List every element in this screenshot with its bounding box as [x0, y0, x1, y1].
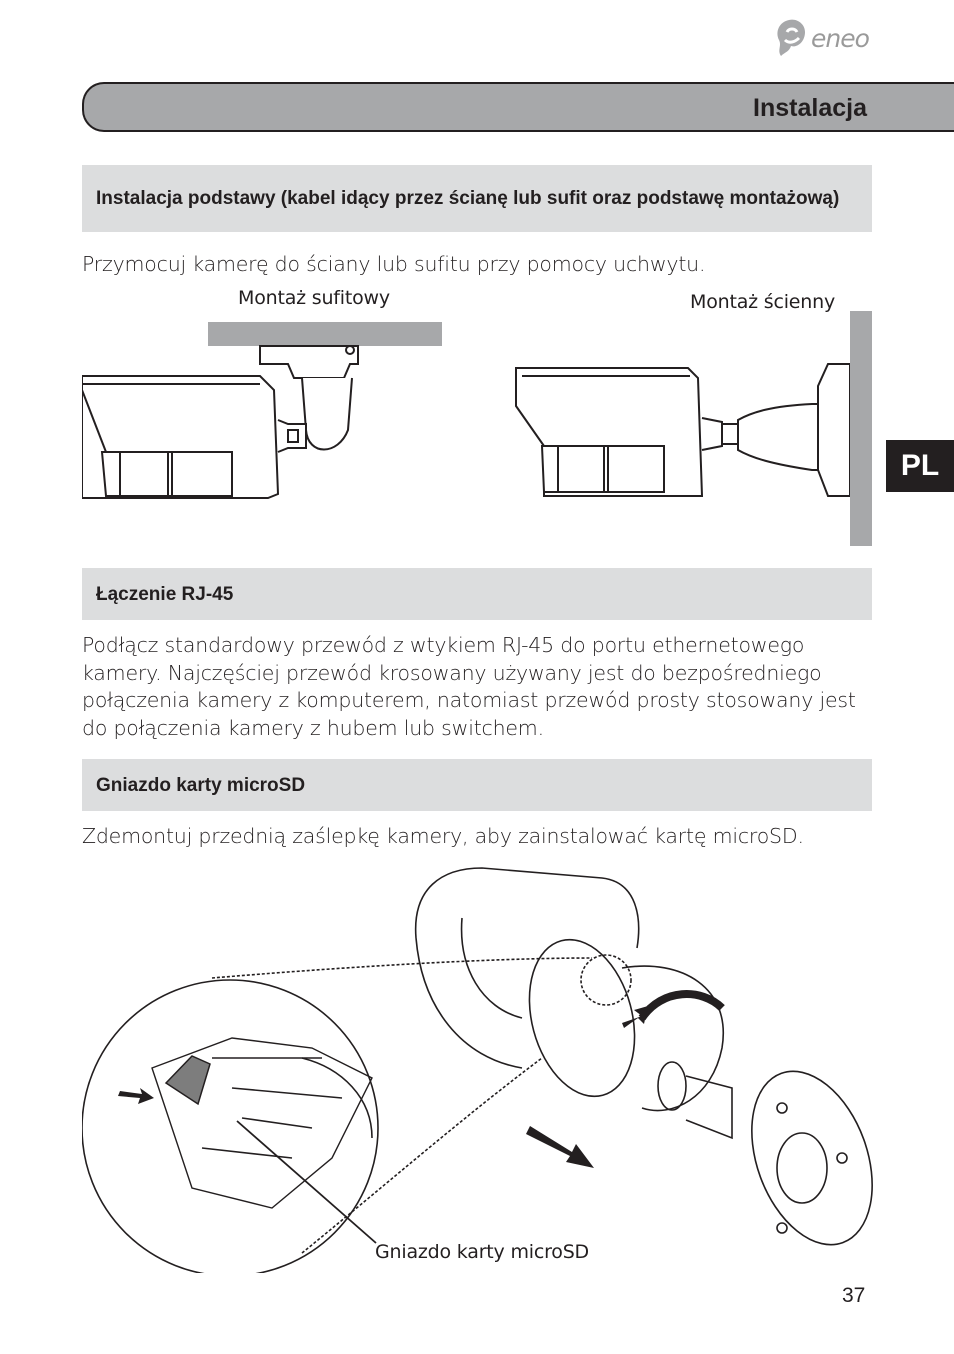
section-heading-base-installation: Instalacja podstawy (kabel idący przez ścianę lub sufit oraz podstawę montażową) [82, 165, 872, 232]
base-installation-text: Przymocuj kamerę do ściany lub sufitu przy pomocy uchwytu. [82, 252, 706, 276]
wall-mount-illustration [512, 350, 857, 510]
logo-text: eneo [811, 24, 869, 53]
section-heading-rj45: Łączenie RJ-45 [82, 568, 872, 620]
brand-logo [775, 18, 885, 58]
chapter-header-bar [82, 82, 954, 132]
wall-mount-caption: Montaż ścienny [690, 291, 836, 313]
microsd-slot-caption: Gniazdo karty microSD [375, 1241, 589, 1263]
ceiling-mount-caption: Montaż sufitowy [238, 287, 390, 309]
chapter-title: Instalacja [753, 94, 867, 122]
section-heading-microsd: Gniazdo karty microSD [82, 759, 872, 811]
language-tab-pl: PL [886, 440, 954, 492]
eneo-logo-icon [775, 18, 809, 58]
microsd-text: Zdemontuj przednią zaślepkę kamery, aby zainstalować kartę microSD. [82, 824, 804, 848]
ceiling-mount-illustration [82, 318, 452, 508]
page-number: 37 [842, 1284, 866, 1307]
wall-side-strip [850, 311, 872, 546]
rj45-text: Podłącz standardowy przewód z wtykiem RJ-45 do portu ethernetowego kamery. Najczęściej przewód krosowany używany jest do bezpośredniego połączenia kamery z komputerem, natomiast przewód prosty stosowany jest do połączenia kamery z hubem lub switchem. [82, 633, 856, 740]
microsd-slot-illustration [82, 858, 877, 1273]
